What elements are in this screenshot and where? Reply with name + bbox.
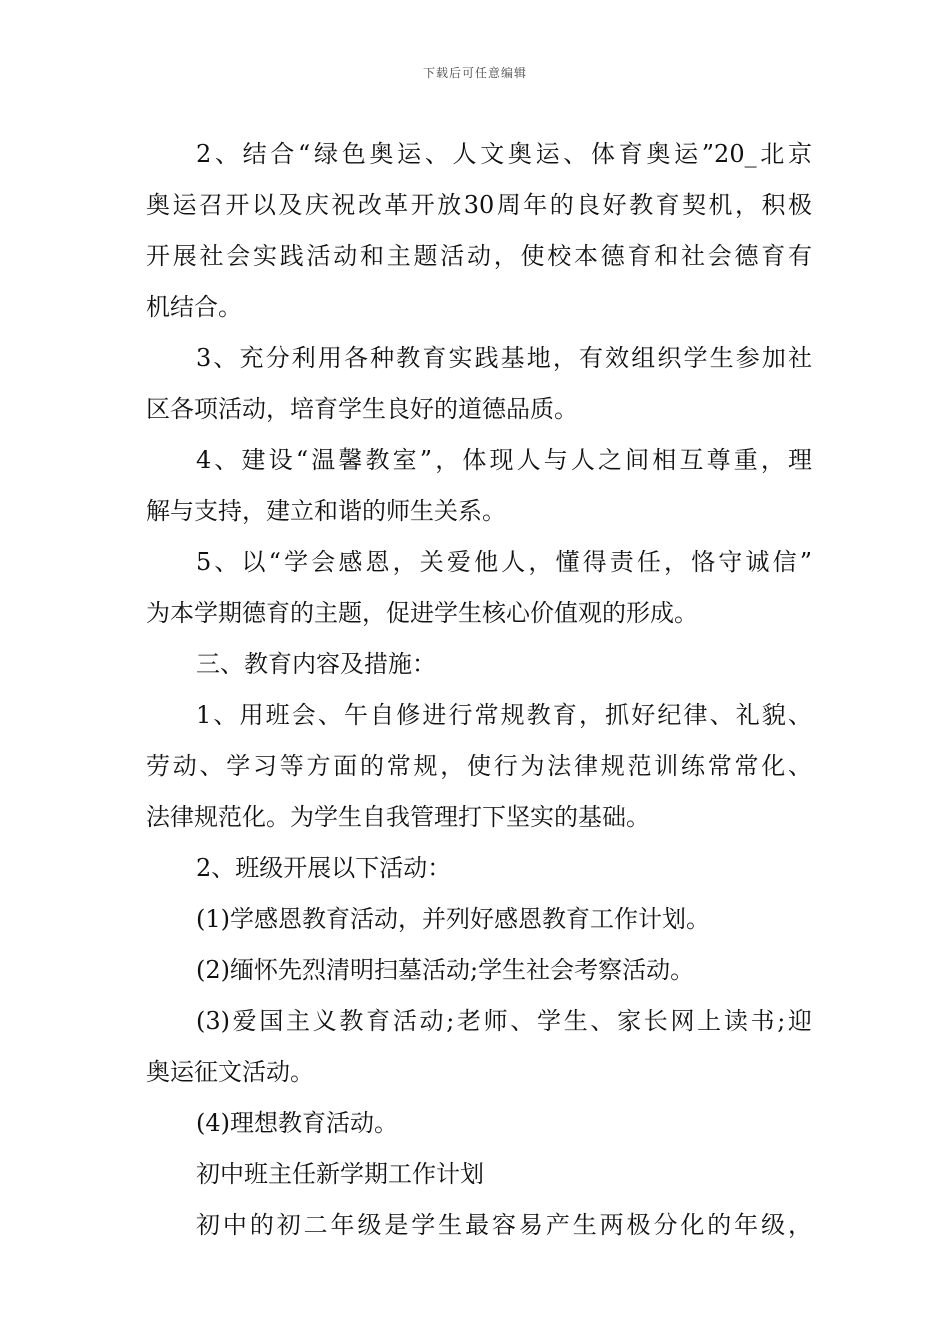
document-body [146, 129, 812, 1251]
paragraph-line: 3、充分利用各种教育实践基地，有效组织学生参加社 [196, 344, 812, 372]
page-header: 下载后可任意编辑 [422, 66, 527, 80]
paragraph-line: 2、班级开展以下活动： [196, 854, 452, 882]
list-item: (1)学感恩教育活动，并列好感恩教育工作计划。 [196, 905, 710, 933]
paragraph-line: 奥运召开以及庆祝改革开放30周年的良好教育契机，积极 [146, 191, 812, 219]
paragraph-line: 开展社会实践活动和主题活动，使校本德育和社会德育有 [146, 242, 812, 270]
list-item: 奥运征文活动。 [146, 1058, 314, 1086]
paragraph-line: 初中的初二年级是学生最容易产生两极分化的年级， [196, 1211, 812, 1239]
document-title: 初中班主任新学期工作计划 [196, 1160, 484, 1188]
paragraph-line: 5、以“学会感恩，关爱他人，懂得责任，恪守诚信” [196, 548, 812, 576]
paragraph-line: 2、结合“绿色奥运、人文奥运、体育奥运”20_北京 [196, 140, 812, 168]
paragraph-line: 区各项活动，培育学生良好的道德品质。 [146, 395, 578, 423]
paragraph-line: 为本学期德育的主题，促进学生核心价值观的形成。 [146, 599, 698, 627]
list-item: (3)爱国主义教育活动;老师、学生、家长网上读书;迎 [196, 1007, 812, 1035]
paragraph-line: 4、建设“温馨教室”，体现人与人之间相互尊重，理 [196, 446, 812, 474]
paragraph-line: 法律规范化。为学生自我管理打下坚实的基础。 [146, 803, 650, 831]
paragraph-line: 1、用班会、午自修进行常规教育，抓好纪律、礼貌、 [196, 701, 812, 729]
list-item: (4)理想教育活动。 [196, 1109, 398, 1137]
paragraph-line: 解与支持，建立和谐的师生关系。 [146, 497, 506, 525]
section-heading: 三、教育内容及措施： [196, 650, 436, 678]
paragraph-line: 劳动、学习等方面的常规，使行为法律规范训练常常化、 [146, 752, 812, 780]
paragraph-line: 机结合。 [146, 293, 242, 321]
list-item: (2)缅怀先烈清明扫墓活动;学生社会考察活动。 [196, 956, 695, 984]
